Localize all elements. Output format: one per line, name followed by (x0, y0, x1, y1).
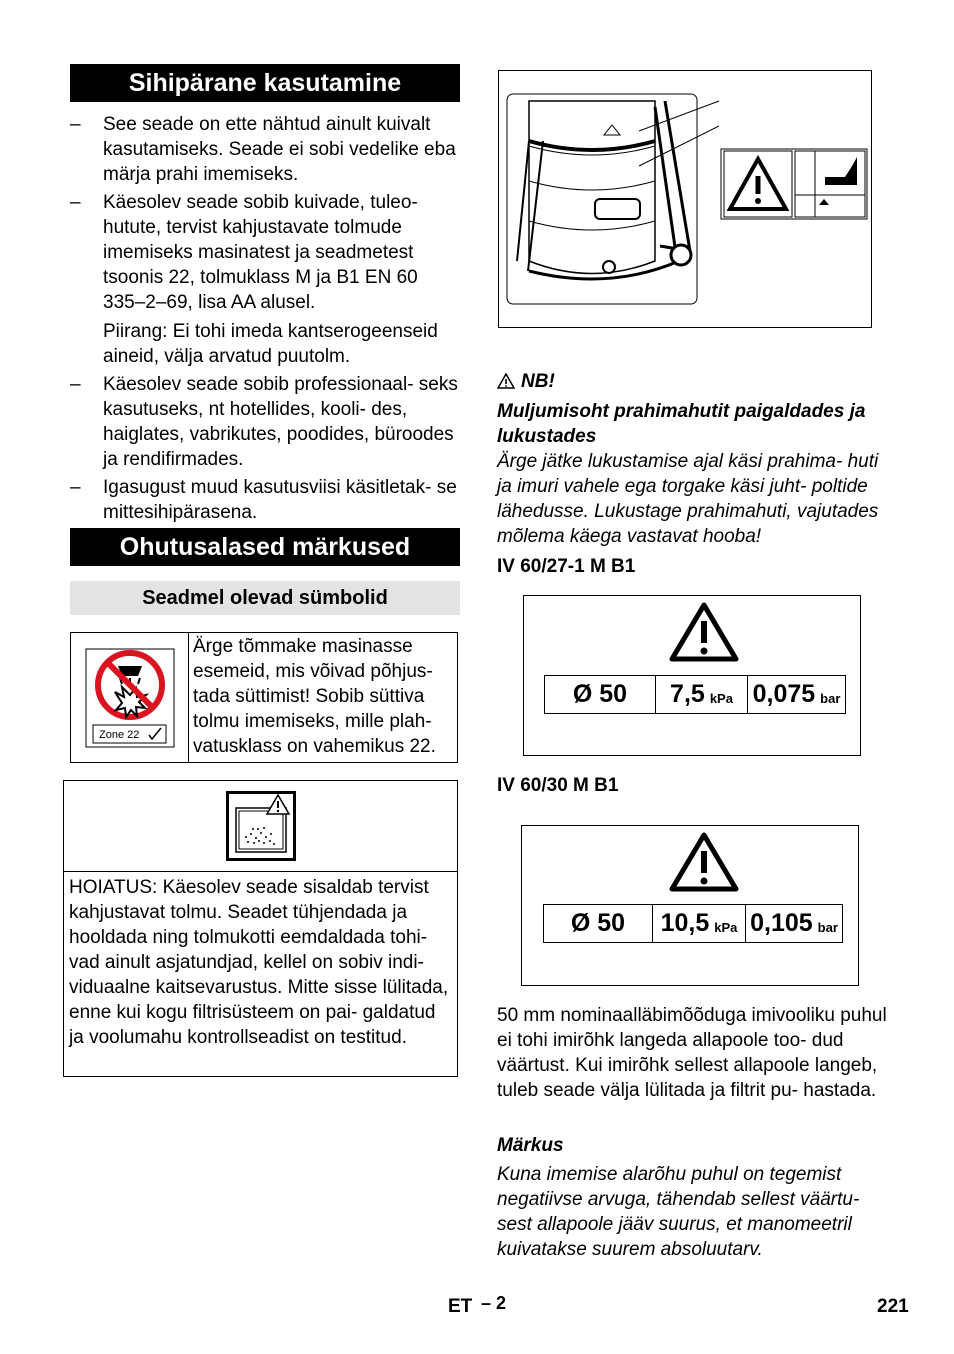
list-item-text: Käesolev seade sobib kuivade, tuleo- hutute, tervist kahjustavate tolmude imemiseks masinatest ja seadmetest tsoonis 22, tolmuklass M ja B1 EN 60 335–2–69, lisa AA alusel. (103, 192, 418, 313)
page-number: 221 (877, 1296, 909, 1317)
warning-icon-cell (64, 781, 457, 872)
dash-bullet: – (70, 114, 81, 135)
nb-label-row (497, 369, 887, 394)
intended-use-list (70, 112, 460, 525)
bar-unit: bar (820, 691, 841, 706)
pressure-unit: kPa (709, 691, 733, 706)
list-item-text: See seade on ette nähtud ainult kuivalt kasutamiseks. Seade ei sobi vedelike eba märja prahi imemiseks. (103, 114, 456, 185)
no-ignition-zone22-icon (85, 648, 175, 748)
dash-bullet: – (70, 374, 81, 395)
pressure-bar-cell (746, 905, 842, 942)
zone-symbol-table (70, 632, 458, 763)
list-item-text: Igasugust muud kasutusviisi käsitletak- se mittesihipärasena. (103, 477, 457, 523)
pressure-bar: 0,105 (750, 909, 813, 937)
note-label: Märkus (497, 1135, 564, 1156)
hose-diameter: Ø 50 (545, 676, 656, 713)
safety-title: Ohutusalased märkused (70, 528, 460, 566)
hose-diameter: Ø 50 (544, 905, 653, 942)
pressure-unit: kPa (714, 920, 738, 935)
vacuum-container-illustration (499, 71, 871, 327)
pressure-values-model-1 (544, 675, 846, 714)
dash-bullet: – (70, 192, 81, 213)
symbols-subtitle: Seadmel olevad sümbolid (70, 581, 460, 615)
list-item-note: Piirang: Ei tohi imeda kantserogeenseid aineid, välja arvatud puutolm. (103, 321, 438, 367)
bar-unit: bar (817, 920, 838, 935)
container-lock-figure (498, 70, 872, 328)
list-item-text: Käesolev seade sobib professionaal- seks kasutuseks, nt hotellides, kooli- des, haiglates, vabrikutes, poodides, büroodes ja rendifirmades. (103, 374, 458, 470)
list-item (70, 372, 460, 472)
dash-bullet: – (70, 477, 81, 498)
pressure-values-model-2 (543, 904, 843, 943)
nb-note (497, 369, 887, 549)
pressure-bar-cell (748, 676, 845, 713)
pressure-cell (656, 676, 748, 713)
pressure-kpa: 7,5 (670, 680, 705, 708)
footer-language: ET (448, 1296, 473, 1317)
warning-triangle-icon (668, 831, 740, 893)
suction-pressure-paragraph: 50 mm nominaalläbimõõduga imivooliku puhul ei tohi imirõhk langeda allapoole too- dud väärtust. Kui imirõhk sellest allapoole langeb, tuleb seade välja lülitada ja filtrit pu- hastada. (497, 1005, 887, 1101)
list-item (70, 190, 460, 369)
zone-icon-cell (71, 633, 189, 762)
list-item (70, 475, 460, 525)
warning-triangle-icon (668, 601, 740, 663)
nb-label: NB! (521, 371, 555, 392)
pressure-bar: 0,075 (752, 680, 816, 708)
hazardous-dust-icon (226, 791, 296, 861)
left-column (70, 64, 460, 525)
model-name: IV 60/30 M B1 (497, 775, 619, 796)
hazardous-dust-warning (63, 780, 458, 1077)
zone-label: Zone 22 (98, 728, 139, 741)
nb-heading: Muljumisoht prahimahutit paigaldades ja lukustades (497, 401, 866, 447)
intended-use-title: Sihipärane kasutamine (70, 64, 460, 102)
pressure-cell (653, 905, 746, 942)
nb-text: Ärge jätke lukustamise ajal käsi prahima- huti ja imuri vahele ega torgake käsi juht- poltide lähedusse. Lukustage prahimahuti, vajutades mõlema käega vastavat hooba! (497, 451, 879, 547)
zone-description: Ärge tõmmake masinasse esemeid, mis võivad põhjus- tada süttimist! Sobib süttiva tolmu imemiseks, mille plah- vatusklass on vahemikus 22. (193, 636, 436, 757)
pressure-kpa: 10,5 (660, 909, 710, 937)
warning-text: HOIATUS: Käesolev seade sisaldab tervist kahjustavat tolmu. Seadet tühjendada ja hooldada ning tolmukotti eemdaldada tohi- vad ainult asjatundjad, kellel on sobiv indi- viduaalne kaitsevarustus. Mitte sisse lülitada, enne kui kogu filtrisüsteem on pai- galdatud ja voolumahu kontrollseadist on testitud. (69, 877, 449, 1048)
warning-triangle-icon (497, 373, 515, 389)
list-item (70, 112, 460, 187)
note-text: Kuna imemise alarõhu puhul on tegemist negatiivse arvuga, tähendab sellest väärtu- sest allapoole jääv suurus, et manomeetril kuivatakse suurem absoluutarv. (497, 1164, 860, 1260)
model-name: IV 60/27-1 M B1 (497, 556, 636, 577)
footer-section: – 2 (481, 1293, 507, 1313)
